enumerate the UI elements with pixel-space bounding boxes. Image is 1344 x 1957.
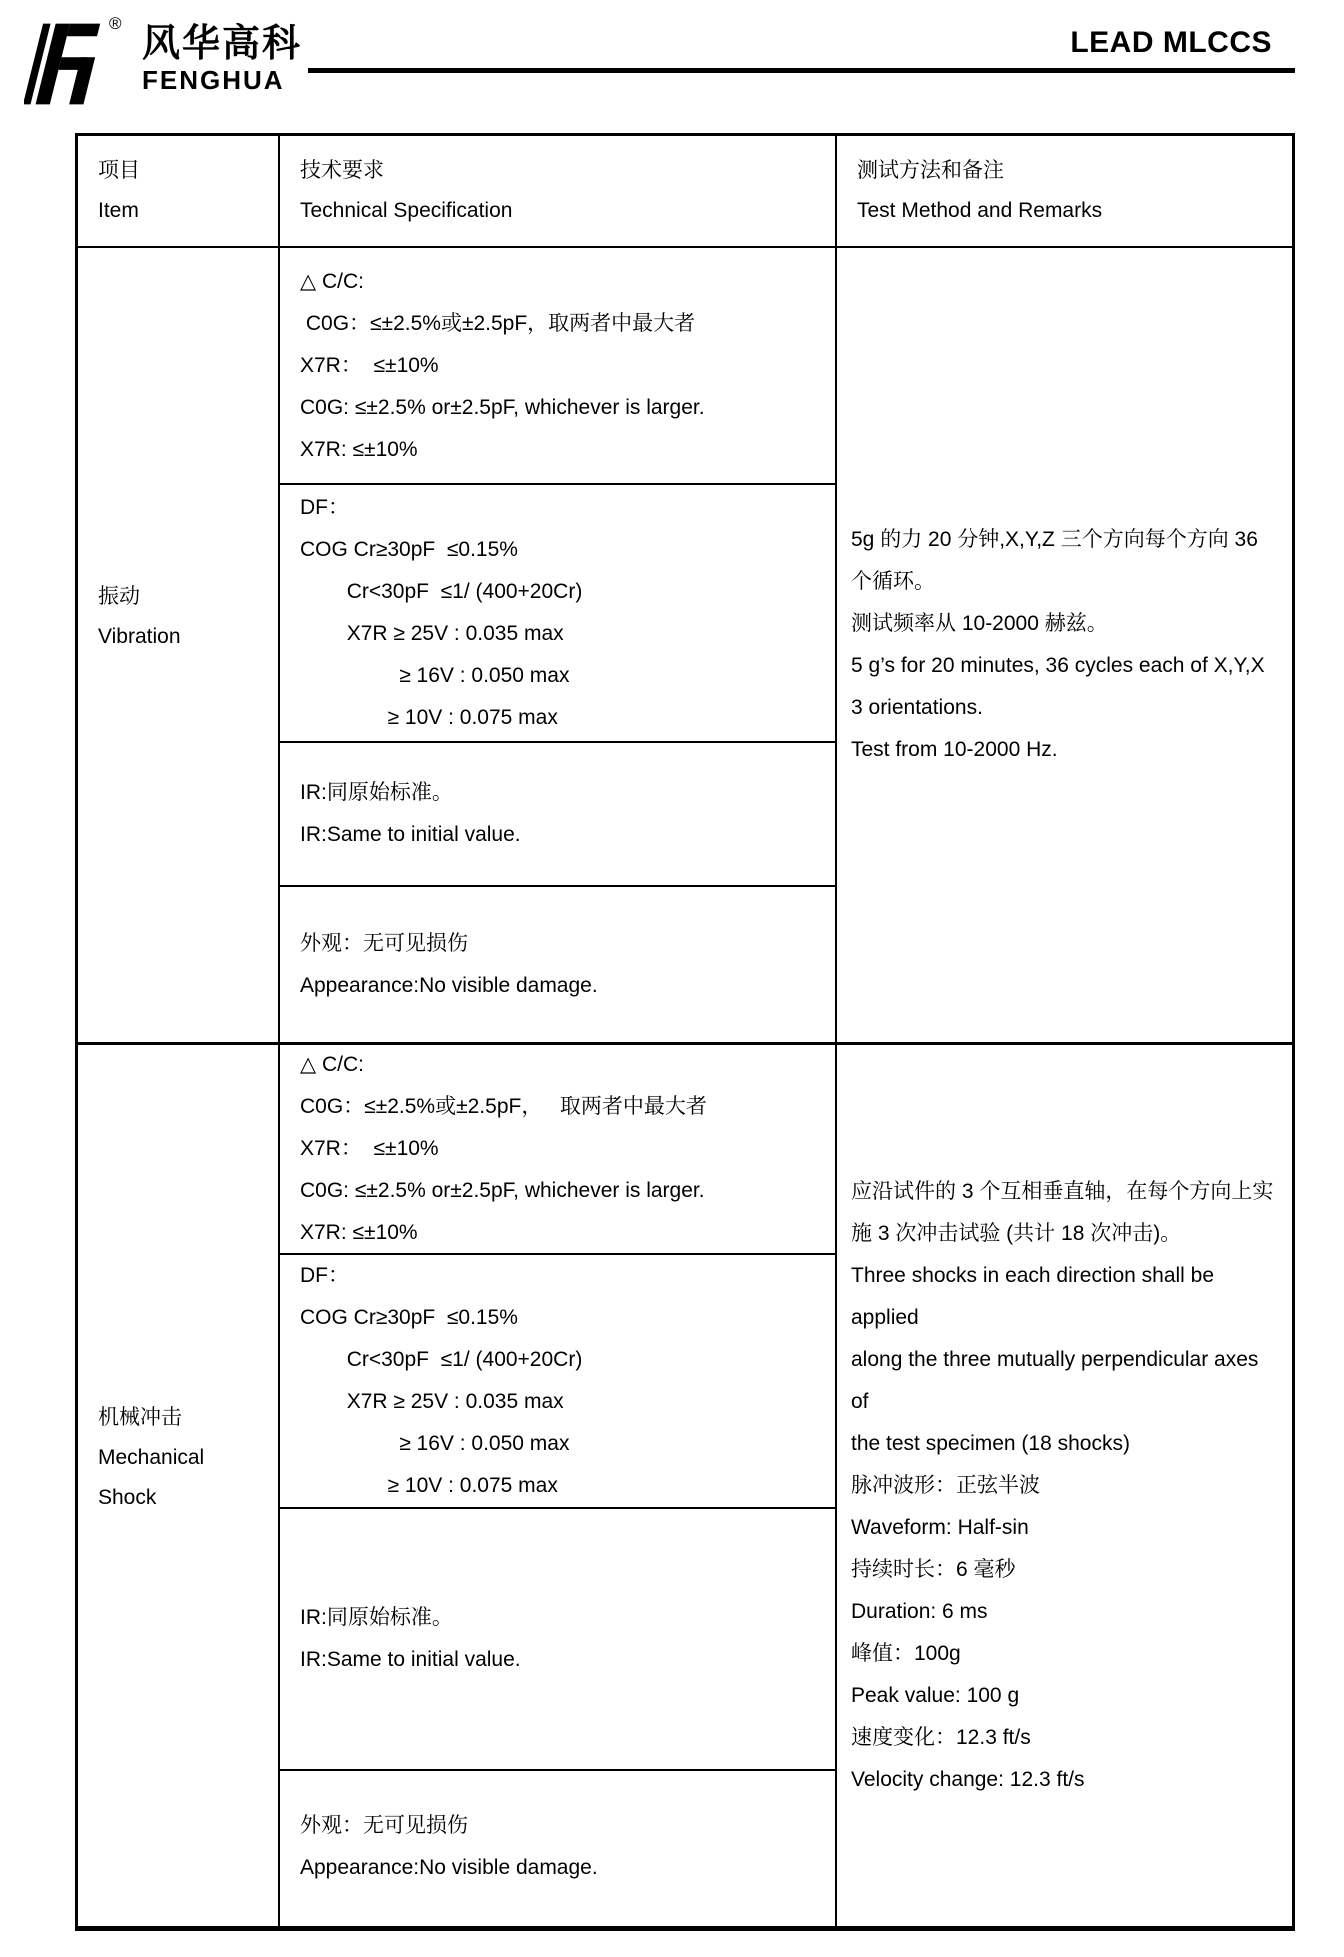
brand-block [142,22,302,93]
method-line: 个循环。 [851,570,935,593]
spec-section [280,248,835,485]
header-line: 项目 [98,159,140,182]
spec-line: IR:同原始标准。 [300,1606,453,1629]
item-line: Mechanical [98,1445,205,1469]
spec-line: DF： [300,1264,349,1287]
item-line: 振动 [98,585,140,608]
spec-line: ≥ 16V : 0.050 max [300,664,570,687]
registered-trademark-icon: ® [109,14,122,33]
spec-line: COG Cr≥30pF ≤0.15% [300,1306,518,1329]
spec-line: △ C/C: [300,269,364,293]
spec-line: Cr<30pF ≤1/ (400+20Cr) [300,1348,583,1371]
spec-section [280,1045,835,1255]
spec-section [280,743,835,887]
spec-line: ≥ 10V : 0.075 max [300,1474,558,1497]
method-cell [835,248,1292,1042]
method-line: 峰值：100g [851,1641,961,1665]
spec-line: ≥ 16V : 0.050 max [300,1432,570,1455]
spec-line: Appearance:No visible damage. [300,1856,598,1879]
spec-line: X7R: ≤±10% [300,437,418,461]
header-line: 技术要求 [300,159,384,182]
spec-line: COG Cr≥30pF ≤0.15% [300,538,518,561]
method-cell [835,1045,1292,1926]
spec-line: C0G：≤±2.5%或±2.5pF， 取两者中最大者 [300,1095,707,1118]
header-divider-rule [308,68,1295,73]
spec-line: Cr<30pF ≤1/ (400+20Cr) [300,580,583,603]
header-line: Item [98,199,139,222]
spec-line: X7R: ≤±10% [300,1221,418,1244]
spec-line: ≥ 10V : 0.075 max [300,706,558,729]
spec-line: IR:Same to initial value. [300,823,521,846]
spec-line: C0G: ≤±2.5% or±2.5pF, whichever is larger. [300,1179,705,1202]
method-line: 脉冲波形：正弦半波 [851,1473,1040,1497]
method-line: Test from 10-2000 Hz. [851,738,1058,761]
brand-name-english: FENGHUA [142,65,285,95]
spec-section [280,1255,835,1509]
method-line: Three shocks in each direction shall be applied [851,1263,1220,1329]
item-line: Vibration [98,625,181,648]
spec-line: X7R： ≤±10% [300,353,439,377]
spec-line: 外观：无可见损伤 [300,931,468,955]
method-line: 持续时长：6 毫秒 [851,1557,1016,1581]
header-line: Test Method and Remarks [857,199,1103,222]
table-body [78,248,1292,1926]
spec-line: X7R ≥ 25V : 0.035 max [300,1390,564,1413]
header-cell-item [78,136,278,246]
method-line: Peak value: 100 g [851,1683,1020,1707]
fenghua-logo-icon [24,22,110,106]
spec-line: DF： [300,496,349,519]
table-row [78,1045,1292,1926]
spec-line: X7R： ≤±10% [300,1137,439,1160]
spec-line: C0G: ≤±2.5% or±2.5pF, whichever is larger. [300,395,705,419]
spec-line: 外观：无可见损伤 [300,1814,468,1837]
header-cell-technical-specification [278,136,835,246]
table-header-row [78,136,1292,248]
spec-section [280,1771,835,1923]
spec-line: IR:同原始标准。 [300,781,453,804]
method-line: 测试频率从 10-2000 赫兹。 [851,612,1108,635]
spec-line: Appearance:No visible damage. [300,973,598,997]
spec-cell [278,248,835,1042]
method-line: 速度变化：12.3 ft/s [851,1725,1031,1749]
method-line: Duration: 6 ms [851,1599,988,1623]
header-cell-test-method [835,136,1292,246]
spec-section [280,887,835,1042]
spec-section [280,1509,835,1771]
item-cell [78,1045,278,1926]
item-line: Shock [98,1485,157,1509]
method-line: Waveform: Half-sin [851,1515,1029,1539]
document-title: LEAD MLCCS [1070,26,1272,59]
method-line: 5 g’s for 20 minutes, 36 cycles each of X,Y,X [851,654,1265,677]
method-line: Velocity change: 12.3 ft/s [851,1767,1085,1791]
method-line: the test specimen (18 shocks) [851,1431,1130,1455]
spec-table [75,133,1295,1931]
spec-cell [278,1045,835,1926]
spec-line: IR:Same to initial value. [300,1648,521,1671]
spec-line: △ C/C: [300,1053,364,1076]
method-line: 应沿试件的 3 个互相垂直轴，在每个方向上实 [851,1179,1274,1203]
item-cell [78,248,278,1042]
brand-name-chinese: 风华高科 [142,23,303,65]
item-line: 机械冲击 [98,1405,182,1429]
table-row [78,248,1292,1045]
spec-line: C0G：≤±2.5%或±2.5pF，取两者中最大者 [300,311,696,335]
spec-section [280,485,835,743]
method-line: 5g 的力 20 分钟,X,Y,Z 三个方向每个方向 36 [851,528,1258,551]
method-line: 3 orientations. [851,696,983,719]
header-line: Technical Specification [300,199,513,222]
method-line: 施 3 次冲击试验 (共计 18 次冲击)。 [851,1221,1182,1245]
spec-line: X7R ≥ 25V : 0.035 max [300,622,564,645]
method-line: along the three mutually perpendicular axes of [851,1347,1265,1413]
header-line: 测试方法和备注 [857,159,1004,182]
